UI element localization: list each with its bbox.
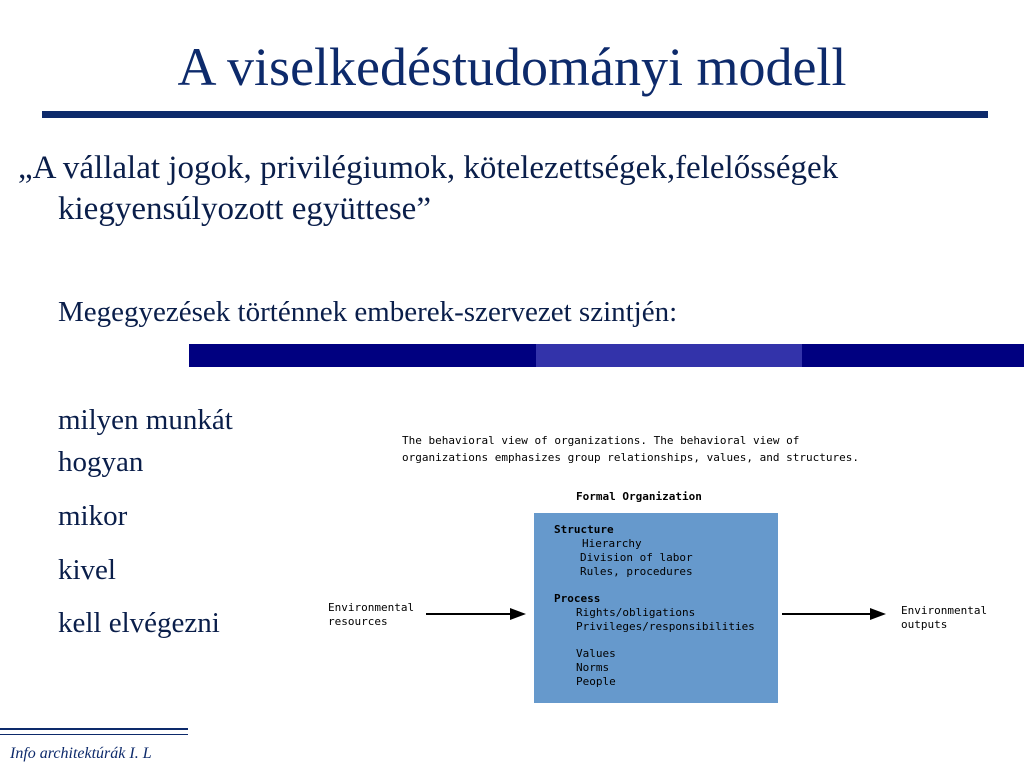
list-item: mikor [58, 500, 128, 532]
value-item: Norms [576, 661, 610, 674]
input-label: Environmental resources [328, 601, 415, 628]
footer-rule [0, 728, 188, 730]
structure-item: Hierarchy [582, 537, 642, 550]
value-item: Values [576, 647, 616, 660]
structure-heading: Structure [554, 523, 614, 536]
quote-text: „A vállalat jogok, privilégiumok, kötelezettségek,felelősségek kiegyensúlyozott együttese” [18, 150, 839, 227]
behavioral-view-diagram [320, 428, 1020, 713]
list-item: kivel [58, 554, 116, 586]
divider-bar-highlight [536, 344, 802, 367]
list-item: hogyan [58, 446, 144, 478]
structure-item: Division of labor [580, 551, 693, 564]
input-arrow-head [510, 608, 526, 620]
slide-title: A viselkedéstudományi modell [177, 37, 847, 97]
structure-item: Rules, procedures [580, 565, 693, 578]
footer-text: Info architektúrák I. L [10, 745, 152, 762]
value-item: People [576, 675, 616, 688]
flow-arrows [320, 428, 1020, 713]
diagram-caption: organizations emphasizes group relationships, values, and structures. [402, 451, 859, 464]
process-heading: Process [554, 592, 601, 605]
subline-text: Megegyezések történnek emberek-szervezet szintjén: [58, 296, 678, 328]
list-item: kell elvégezni [58, 607, 220, 639]
process-item: Rights/obligations [576, 606, 696, 619]
title-underline [42, 111, 988, 118]
list-item: milyen munkát [58, 404, 233, 436]
footer-rule [0, 734, 188, 735]
output-arrow-head [870, 608, 886, 620]
process-item: Privileges/responsibilities [576, 620, 755, 633]
diagram-caption: The behavioral view of organizations. The behavioral view of [402, 434, 800, 447]
output-label: Environmental outputs [901, 604, 988, 631]
formal-organization-label: Formal Organization [576, 490, 702, 503]
